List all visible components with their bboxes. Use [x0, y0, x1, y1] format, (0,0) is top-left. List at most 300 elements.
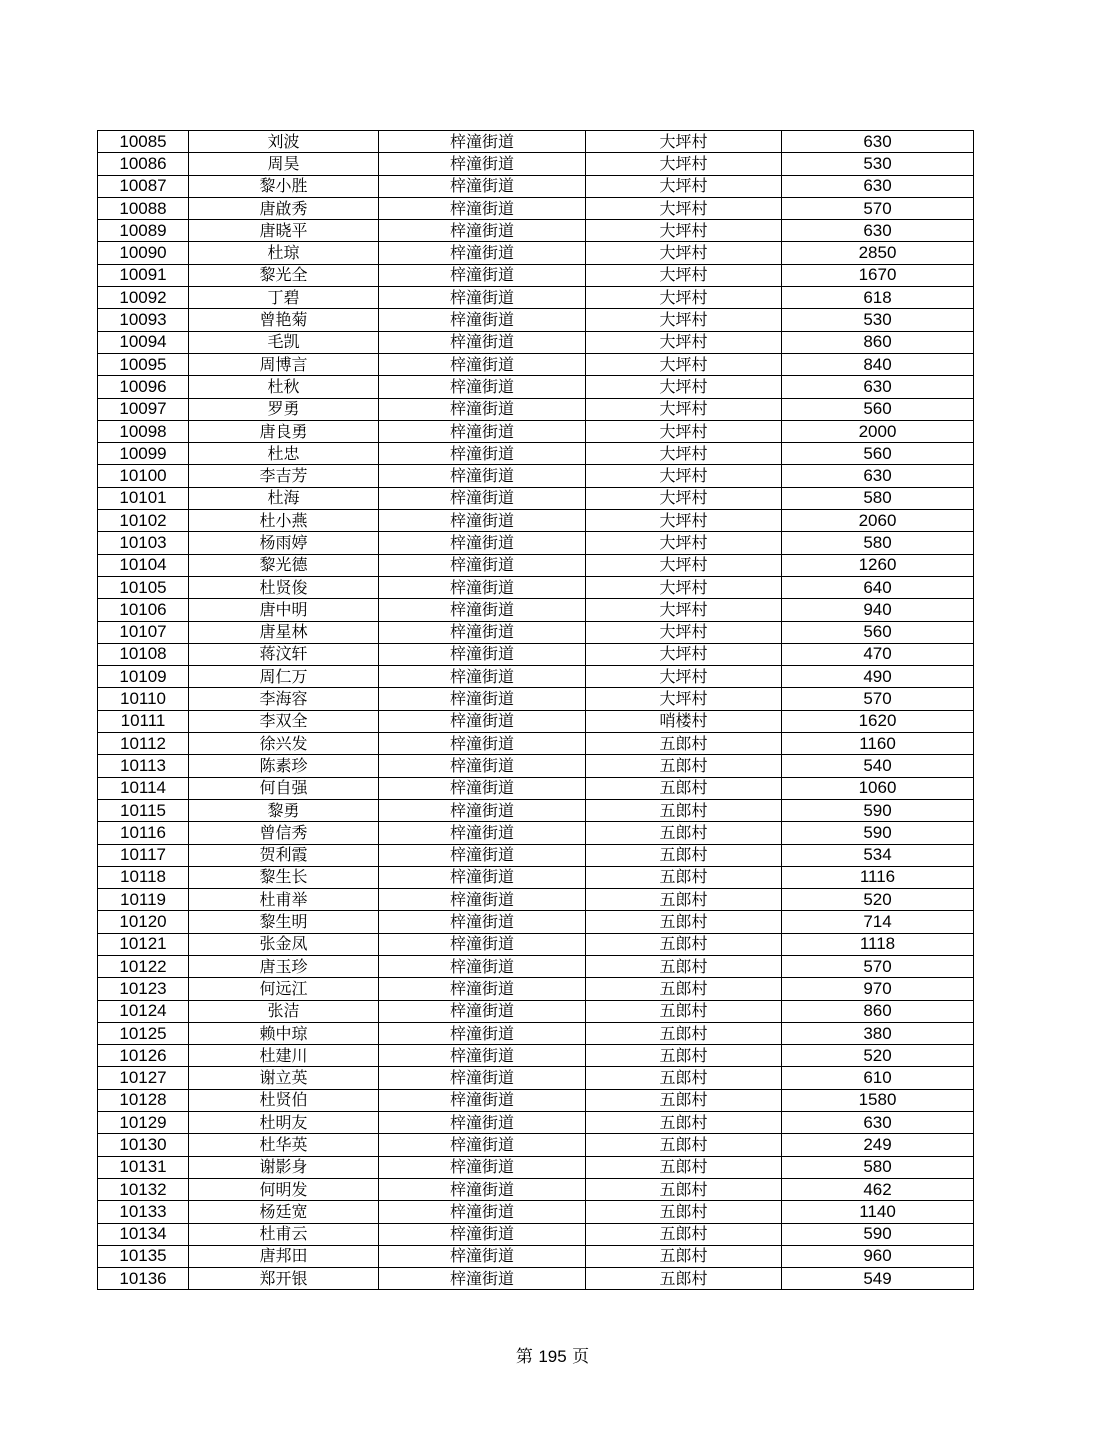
- cell-name: 陈素珍: [189, 755, 379, 777]
- cell-name: 唐星林: [189, 621, 379, 643]
- cell-amount: 470: [782, 643, 974, 665]
- cell-id: 10131: [98, 1156, 189, 1178]
- cell-name: 杜华英: [189, 1134, 379, 1156]
- cell-amount: 1260: [782, 554, 974, 576]
- cell-name: 何远江: [189, 978, 379, 1000]
- cell-name: 杜海: [189, 487, 379, 509]
- cell-id: 10112: [98, 733, 189, 755]
- cell-village: 大坪村: [586, 599, 782, 621]
- cell-id: 10092: [98, 287, 189, 309]
- cell-amount: 1060: [782, 777, 974, 799]
- cell-village: 大坪村: [586, 309, 782, 331]
- cell-id: 10094: [98, 331, 189, 353]
- cell-name: 杨雨婷: [189, 532, 379, 554]
- cell-amount: 520: [782, 1045, 974, 1067]
- cell-amount: 1116: [782, 866, 974, 888]
- cell-name: 黎小胜: [189, 175, 379, 197]
- cell-id: 10123: [98, 978, 189, 1000]
- cell-village: 五郎村: [586, 889, 782, 911]
- cell-id: 10098: [98, 420, 189, 442]
- cell-amount: 2000: [782, 420, 974, 442]
- cell-amount: 1118: [782, 933, 974, 955]
- cell-street: 梓潼街道: [379, 465, 586, 487]
- cell-street: 梓潼街道: [379, 799, 586, 821]
- cell-street: 梓潼街道: [379, 1000, 586, 1022]
- cell-amount: 530: [782, 153, 974, 175]
- cell-amount: 530: [782, 309, 974, 331]
- cell-village: 大坪村: [586, 376, 782, 398]
- cell-amount: 860: [782, 1000, 974, 1022]
- table-row: [98, 1245, 974, 1267]
- cell-amount: 570: [782, 197, 974, 219]
- cell-street: 梓潼街道: [379, 733, 586, 755]
- cell-amount: 590: [782, 822, 974, 844]
- table-row: [98, 643, 974, 665]
- table-row: [98, 264, 974, 286]
- cell-id: 10133: [98, 1201, 189, 1223]
- cell-amount: 630: [782, 131, 974, 153]
- cell-name: 杜小燕: [189, 510, 379, 532]
- cell-id: 10096: [98, 376, 189, 398]
- cell-amount: 580: [782, 1156, 974, 1178]
- cell-id: 10113: [98, 755, 189, 777]
- cell-street: 梓潼街道: [379, 1067, 586, 1089]
- cell-street: 梓潼街道: [379, 398, 586, 420]
- cell-id: 10099: [98, 443, 189, 465]
- cell-village: 大坪村: [586, 264, 782, 286]
- table-row: [98, 1156, 974, 1178]
- cell-name: 何自强: [189, 777, 379, 799]
- cell-name: 周博言: [189, 353, 379, 375]
- table-row: [98, 1045, 974, 1067]
- cell-village: 大坪村: [586, 643, 782, 665]
- cell-amount: 520: [782, 889, 974, 911]
- cell-village: 五郎村: [586, 1134, 782, 1156]
- cell-id: 10134: [98, 1223, 189, 1245]
- cell-village: 五郎村: [586, 1178, 782, 1200]
- cell-street: 梓潼街道: [379, 175, 586, 197]
- cell-id: 10091: [98, 264, 189, 286]
- cell-village: 大坪村: [586, 666, 782, 688]
- cell-village: 大坪村: [586, 242, 782, 264]
- cell-village: 五郎村: [586, 1223, 782, 1245]
- cell-village: 五郎村: [586, 1045, 782, 1067]
- table-row: [98, 1178, 974, 1200]
- table-row: [98, 710, 974, 732]
- table-row: [98, 398, 974, 420]
- cell-street: 梓潼街道: [379, 889, 586, 911]
- cell-amount: 462: [782, 1178, 974, 1200]
- cell-id: 10087: [98, 175, 189, 197]
- table-row: [98, 420, 974, 442]
- table-row: [98, 1022, 974, 1044]
- cell-id: 10136: [98, 1268, 189, 1290]
- table-row: [98, 1201, 974, 1223]
- cell-amount: 960: [782, 1245, 974, 1267]
- cell-name: 杨廷宽: [189, 1201, 379, 1223]
- cell-name: 黎生长: [189, 866, 379, 888]
- cell-amount: 1140: [782, 1201, 974, 1223]
- cell-street: 梓潼街道: [379, 532, 586, 554]
- cell-name: 唐啟秀: [189, 197, 379, 219]
- cell-name: 唐中明: [189, 599, 379, 621]
- cell-id: 10093: [98, 309, 189, 331]
- cell-amount: 249: [782, 1134, 974, 1156]
- cell-name: 丁碧: [189, 287, 379, 309]
- cell-name: 张洁: [189, 1000, 379, 1022]
- cell-village: 大坪村: [586, 131, 782, 153]
- cell-id: 10129: [98, 1112, 189, 1134]
- cell-name: 杜琼: [189, 242, 379, 264]
- cell-name: 杜建川: [189, 1045, 379, 1067]
- cell-id: 10126: [98, 1045, 189, 1067]
- cell-amount: 630: [782, 465, 974, 487]
- table-row: [98, 220, 974, 242]
- table-row: [98, 331, 974, 353]
- cell-name: 杜甫举: [189, 889, 379, 911]
- cell-village: 大坪村: [586, 510, 782, 532]
- cell-village: 大坪村: [586, 554, 782, 576]
- cell-village: 五郎村: [586, 933, 782, 955]
- data-table: [97, 130, 974, 1290]
- cell-name: 黎勇: [189, 799, 379, 821]
- cell-street: 梓潼街道: [379, 1022, 586, 1044]
- cell-village: 大坪村: [586, 175, 782, 197]
- cell-id: 10120: [98, 911, 189, 933]
- cell-village: 五郎村: [586, 1022, 782, 1044]
- cell-name: 曾信秀: [189, 822, 379, 844]
- cell-name: 唐良勇: [189, 420, 379, 442]
- cell-village: 五郎村: [586, 955, 782, 977]
- cell-village: 五郎村: [586, 978, 782, 1000]
- cell-village: 大坪村: [586, 487, 782, 509]
- cell-id: 10124: [98, 1000, 189, 1022]
- cell-amount: 1620: [782, 710, 974, 732]
- page-number: 195: [538, 1347, 567, 1366]
- cell-village: 五郎村: [586, 777, 782, 799]
- cell-street: 梓潼街道: [379, 420, 586, 442]
- cell-amount: 860: [782, 331, 974, 353]
- cell-amount: 2060: [782, 510, 974, 532]
- cell-id: 10115: [98, 799, 189, 821]
- cell-id: 10095: [98, 353, 189, 375]
- cell-village: 大坪村: [586, 287, 782, 309]
- cell-name: 赖中琼: [189, 1022, 379, 1044]
- cell-street: 梓潼街道: [379, 309, 586, 331]
- cell-village: 五郎村: [586, 1245, 782, 1267]
- cell-amount: 618: [782, 287, 974, 309]
- cell-street: 梓潼街道: [379, 1268, 586, 1290]
- cell-id: 10132: [98, 1178, 189, 1200]
- cell-name: 周昊: [189, 153, 379, 175]
- table-row: [98, 599, 974, 621]
- cell-street: 梓潼街道: [379, 643, 586, 665]
- table-row: [98, 755, 974, 777]
- table-row: [98, 532, 974, 554]
- cell-amount: 580: [782, 487, 974, 509]
- cell-village: 大坪村: [586, 353, 782, 375]
- cell-street: 梓潼街道: [379, 1201, 586, 1223]
- cell-street: 梓潼街道: [379, 978, 586, 1000]
- cell-amount: 570: [782, 955, 974, 977]
- table-row: [98, 1134, 974, 1156]
- table-row: [98, 353, 974, 375]
- cell-village: 大坪村: [586, 576, 782, 598]
- cell-street: 梓潼街道: [379, 1223, 586, 1245]
- page-footer: [0, 1342, 1105, 1367]
- cell-village: 大坪村: [586, 153, 782, 175]
- cell-street: 梓潼街道: [379, 955, 586, 977]
- cell-amount: 630: [782, 175, 974, 197]
- cell-name: 李双全: [189, 710, 379, 732]
- cell-street: 梓潼街道: [379, 131, 586, 153]
- cell-name: 杜明友: [189, 1112, 379, 1134]
- footer-prefix: 第: [515, 1347, 533, 1367]
- cell-village: 五郎村: [586, 1201, 782, 1223]
- cell-street: 梓潼街道: [379, 621, 586, 643]
- table-row: [98, 777, 974, 799]
- table-row: [98, 799, 974, 821]
- cell-street: 梓潼街道: [379, 1245, 586, 1267]
- cell-village: 大坪村: [586, 331, 782, 353]
- cell-street: 梓潼街道: [379, 242, 586, 264]
- table-row: [98, 688, 974, 710]
- table-row: [98, 510, 974, 532]
- cell-name: 杜忠: [189, 443, 379, 465]
- table-row: [98, 309, 974, 331]
- cell-amount: 630: [782, 220, 974, 242]
- cell-id: 10105: [98, 576, 189, 598]
- table-row: [98, 866, 974, 888]
- cell-street: 梓潼街道: [379, 331, 586, 353]
- cell-id: 10114: [98, 777, 189, 799]
- cell-id: 10097: [98, 398, 189, 420]
- cell-street: 梓潼街道: [379, 264, 586, 286]
- cell-street: 梓潼街道: [379, 1089, 586, 1111]
- cell-village: 五郎村: [586, 1067, 782, 1089]
- cell-amount: 560: [782, 621, 974, 643]
- cell-street: 梓潼街道: [379, 1178, 586, 1200]
- cell-street: 梓潼街道: [379, 376, 586, 398]
- cell-amount: 610: [782, 1067, 974, 1089]
- table-row: [98, 1089, 974, 1111]
- cell-amount: 630: [782, 376, 974, 398]
- table-row: [98, 443, 974, 465]
- table-row: [98, 197, 974, 219]
- cell-village: 五郎村: [586, 1000, 782, 1022]
- cell-id: 10110: [98, 688, 189, 710]
- cell-street: 梓潼街道: [379, 1156, 586, 1178]
- cell-name: 张金凤: [189, 933, 379, 955]
- table-row: [98, 822, 974, 844]
- cell-street: 梓潼街道: [379, 933, 586, 955]
- cell-id: 10106: [98, 599, 189, 621]
- table-row: [98, 465, 974, 487]
- cell-id: 10121: [98, 933, 189, 955]
- cell-amount: 714: [782, 911, 974, 933]
- cell-id: 10118: [98, 866, 189, 888]
- cell-amount: 970: [782, 978, 974, 1000]
- cell-id: 10111: [98, 710, 189, 732]
- cell-amount: 1580: [782, 1089, 974, 1111]
- cell-id: 10090: [98, 242, 189, 264]
- cell-id: 10130: [98, 1134, 189, 1156]
- table-body: [98, 131, 974, 1290]
- cell-village: 哨楼村: [586, 710, 782, 732]
- cell-amount: 534: [782, 844, 974, 866]
- cell-village: 五郎村: [586, 755, 782, 777]
- cell-id: 10104: [98, 554, 189, 576]
- cell-id: 10128: [98, 1089, 189, 1111]
- cell-amount: 940: [782, 599, 974, 621]
- table-row: [98, 733, 974, 755]
- cell-street: 梓潼街道: [379, 510, 586, 532]
- cell-street: 梓潼街道: [379, 576, 586, 598]
- table-row: [98, 242, 974, 264]
- cell-id: 10122: [98, 955, 189, 977]
- cell-id: 10125: [98, 1022, 189, 1044]
- cell-street: 梓潼街道: [379, 710, 586, 732]
- cell-name: 唐邦田: [189, 1245, 379, 1267]
- cell-street: 梓潼街道: [379, 688, 586, 710]
- footer-suffix: 页: [572, 1347, 590, 1367]
- table-row: [98, 955, 974, 977]
- cell-street: 梓潼街道: [379, 197, 586, 219]
- cell-street: 梓潼街道: [379, 599, 586, 621]
- cell-name: 李吉芳: [189, 465, 379, 487]
- cell-street: 梓潼街道: [379, 1134, 586, 1156]
- cell-village: 五郎村: [586, 733, 782, 755]
- cell-street: 梓潼街道: [379, 287, 586, 309]
- cell-amount: 560: [782, 443, 974, 465]
- cell-amount: 560: [782, 398, 974, 420]
- cell-name: 李海容: [189, 688, 379, 710]
- table-row: [98, 487, 974, 509]
- cell-id: 10089: [98, 220, 189, 242]
- table-row: [98, 933, 974, 955]
- cell-amount: 640: [782, 576, 974, 598]
- cell-street: 梓潼街道: [379, 153, 586, 175]
- cell-amount: 1160: [782, 733, 974, 755]
- cell-street: 梓潼街道: [379, 487, 586, 509]
- cell-amount: 380: [782, 1022, 974, 1044]
- cell-street: 梓潼街道: [379, 844, 586, 866]
- cell-name: 刘波: [189, 131, 379, 153]
- cell-amount: 570: [782, 688, 974, 710]
- cell-street: 梓潼街道: [379, 443, 586, 465]
- cell-name: 杜甫云: [189, 1223, 379, 1245]
- cell-street: 梓潼街道: [379, 777, 586, 799]
- cell-id: 10117: [98, 844, 189, 866]
- cell-village: 大坪村: [586, 532, 782, 554]
- cell-id: 10100: [98, 465, 189, 487]
- cell-id: 10085: [98, 131, 189, 153]
- table-row: [98, 1067, 974, 1089]
- cell-name: 谢立英: [189, 1067, 379, 1089]
- cell-name: 何明发: [189, 1178, 379, 1200]
- cell-amount: 590: [782, 1223, 974, 1245]
- cell-street: 梓潼街道: [379, 554, 586, 576]
- cell-street: 梓潼街道: [379, 822, 586, 844]
- table-row: [98, 666, 974, 688]
- cell-amount: 2850: [782, 242, 974, 264]
- table-row: [98, 153, 974, 175]
- cell-id: 10086: [98, 153, 189, 175]
- table-row: [98, 621, 974, 643]
- cell-street: 梓潼街道: [379, 220, 586, 242]
- cell-name: 唐晓平: [189, 220, 379, 242]
- cell-id: 10107: [98, 621, 189, 643]
- cell-id: 10109: [98, 666, 189, 688]
- cell-amount: 630: [782, 1112, 974, 1134]
- table-row: [98, 1223, 974, 1245]
- cell-name: 周仁万: [189, 666, 379, 688]
- table-row: [98, 1112, 974, 1134]
- cell-village: 五郎村: [586, 844, 782, 866]
- cell-village: 五郎村: [586, 1112, 782, 1134]
- cell-village: 五郎村: [586, 911, 782, 933]
- cell-amount: 840: [782, 353, 974, 375]
- cell-village: 五郎村: [586, 866, 782, 888]
- cell-id: 10135: [98, 1245, 189, 1267]
- cell-village: 大坪村: [586, 398, 782, 420]
- cell-village: 大坪村: [586, 621, 782, 643]
- cell-street: 梓潼街道: [379, 755, 586, 777]
- cell-id: 10127: [98, 1067, 189, 1089]
- cell-street: 梓潼街道: [379, 1045, 586, 1067]
- cell-village: 五郎村: [586, 1156, 782, 1178]
- cell-street: 梓潼街道: [379, 666, 586, 688]
- cell-amount: 540: [782, 755, 974, 777]
- cell-village: 大坪村: [586, 197, 782, 219]
- cell-name: 唐玉珍: [189, 955, 379, 977]
- cell-village: 大坪村: [586, 420, 782, 442]
- cell-name: 谢影身: [189, 1156, 379, 1178]
- cell-village: 大坪村: [586, 465, 782, 487]
- cell-street: 梓潼街道: [379, 1112, 586, 1134]
- table-row: [98, 287, 974, 309]
- table-row: [98, 554, 974, 576]
- cell-village: 大坪村: [586, 688, 782, 710]
- cell-name: 郑开银: [189, 1268, 379, 1290]
- cell-village: 五郎村: [586, 1089, 782, 1111]
- cell-id: 10088: [98, 197, 189, 219]
- cell-name: 黎生明: [189, 911, 379, 933]
- cell-name: 杜贤伯: [189, 1089, 379, 1111]
- cell-name: 曾艳菊: [189, 309, 379, 331]
- cell-street: 梓潼街道: [379, 866, 586, 888]
- table-row: [98, 844, 974, 866]
- cell-name: 毛凯: [189, 331, 379, 353]
- cell-village: 五郎村: [586, 799, 782, 821]
- table-row: [98, 576, 974, 598]
- table-row: [98, 175, 974, 197]
- cell-amount: 590: [782, 799, 974, 821]
- table-row: [98, 1268, 974, 1290]
- cell-id: 10102: [98, 510, 189, 532]
- table-row: [98, 1000, 974, 1022]
- cell-name: 徐兴发: [189, 733, 379, 755]
- cell-name: 杜贤俊: [189, 576, 379, 598]
- cell-village: 五郎村: [586, 822, 782, 844]
- cell-id: 10119: [98, 889, 189, 911]
- cell-amount: 490: [782, 666, 974, 688]
- cell-id: 10101: [98, 487, 189, 509]
- cell-id: 10116: [98, 822, 189, 844]
- table-row: [98, 131, 974, 153]
- cell-name: 蒋汶轩: [189, 643, 379, 665]
- cell-amount: 1670: [782, 264, 974, 286]
